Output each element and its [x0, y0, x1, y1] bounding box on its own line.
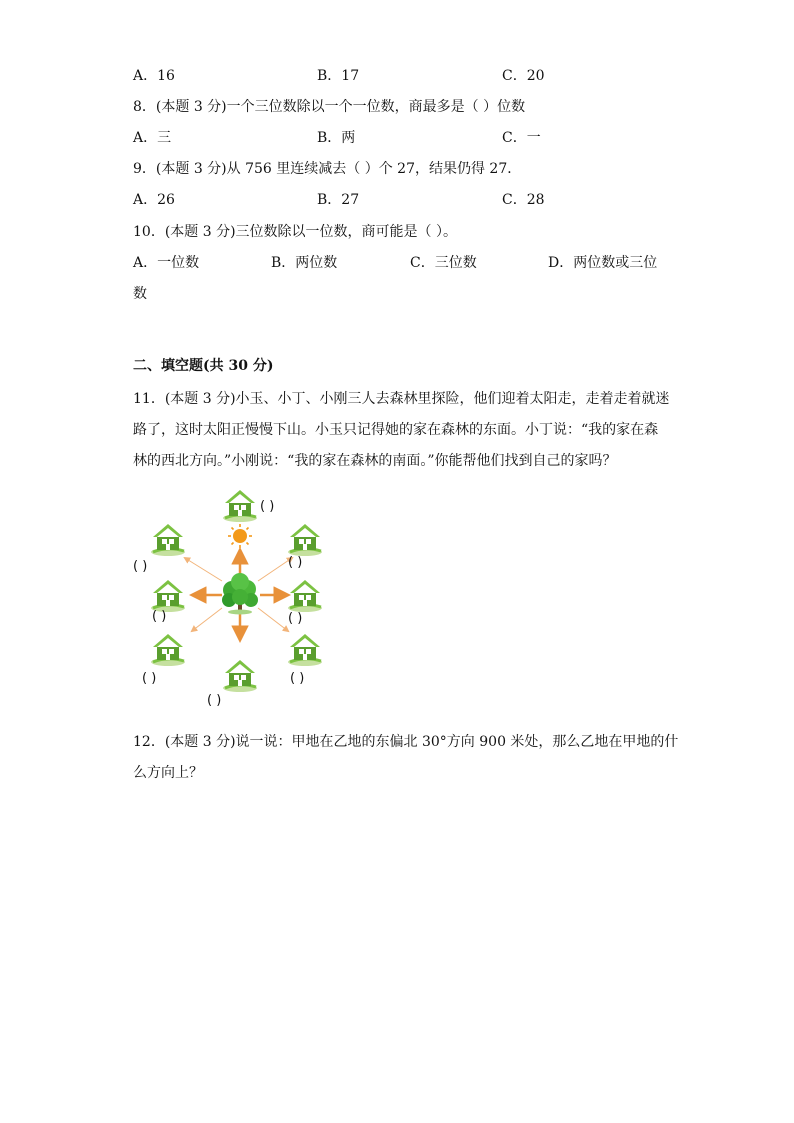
- q8-option-b: B．两: [317, 130, 356, 146]
- house-icon-southwest: [151, 634, 185, 666]
- q9-stem: 9．(本题 3 分)从 756 里连续减去（ ）个 27，结果仍得 27．: [133, 161, 522, 177]
- q8-option-c: C．一: [502, 130, 541, 146]
- house-icon-west: [151, 580, 185, 612]
- q10-stem: 10．(本题 3 分)三位数除以一位数，商可能是（ ）。: [133, 224, 457, 240]
- q11-line-3: 林的西北方向。”小刚说：“我的家在森林的南面。”你能帮他们找到自己的家吗？: [133, 453, 617, 469]
- answer-blank-east[interactable]: ( ): [288, 611, 303, 626]
- q12-line-1: 12．(本题 3 分)说一说：甲地在乙地的东偏北 30°方向 900 米处，那么乙地在甲地的什: [133, 734, 679, 750]
- direction-figure: [130, 486, 345, 711]
- q9-option-b: B．27: [317, 192, 360, 208]
- q9-option-a: A．26: [133, 192, 175, 208]
- house-icon-southeast: [288, 634, 322, 666]
- q7-option-c: C．20: [502, 68, 545, 84]
- q11-line-2: 路了，这时太阳正慢慢下山。小玉只记得她的家在森林的东面。小丁说：“我的家在森: [133, 422, 659, 438]
- answer-blank-southwest[interactable]: ( ): [142, 671, 157, 686]
- house-icon-northwest: [151, 524, 185, 556]
- answer-blank-north[interactable]: ( ): [260, 499, 275, 514]
- q10-option-d-wrap: 数: [133, 286, 147, 302]
- answer-blank-south[interactable]: ( ): [207, 693, 222, 708]
- answer-blank-northeast[interactable]: ( ): [288, 555, 303, 570]
- sun-icon: [228, 524, 252, 548]
- q7-option-b: B．17: [317, 68, 360, 84]
- answer-blank-west[interactable]: ( ): [152, 609, 167, 624]
- house-icon-north: [223, 490, 257, 522]
- q10-option-c: C．三位数: [410, 255, 477, 271]
- house-icon-northeast: [288, 524, 322, 556]
- q8-option-a: A．三: [133, 130, 172, 146]
- section-title: 二、填空题(共 30 分): [133, 358, 274, 374]
- answer-blank-northwest[interactable]: ( ): [133, 559, 148, 574]
- q7-option-a: A．16: [133, 68, 175, 84]
- q10-option-b: B．两位数: [271, 255, 338, 271]
- house-icon-east: [288, 580, 322, 612]
- answer-blank-southeast[interactable]: ( ): [290, 671, 305, 686]
- q12-line-2: 么方向上？: [133, 765, 203, 781]
- q10-option-d: D．两位数或三位: [548, 255, 658, 271]
- q8-stem: 8．(本题 3 分)一个三位数除以一个一位数，商最多是（ ）位数: [133, 99, 526, 115]
- house-icon-south: [223, 660, 257, 692]
- q9-option-c: C．28: [502, 192, 545, 208]
- tree-icon: [222, 573, 258, 615]
- q10-option-a: A．一位数: [133, 255, 200, 271]
- q11-line-1: 11．(本题 3 分)小玉、小丁、小刚三人去森林里探险，他们迎着太阳走，走着走着就迷: [133, 391, 670, 407]
